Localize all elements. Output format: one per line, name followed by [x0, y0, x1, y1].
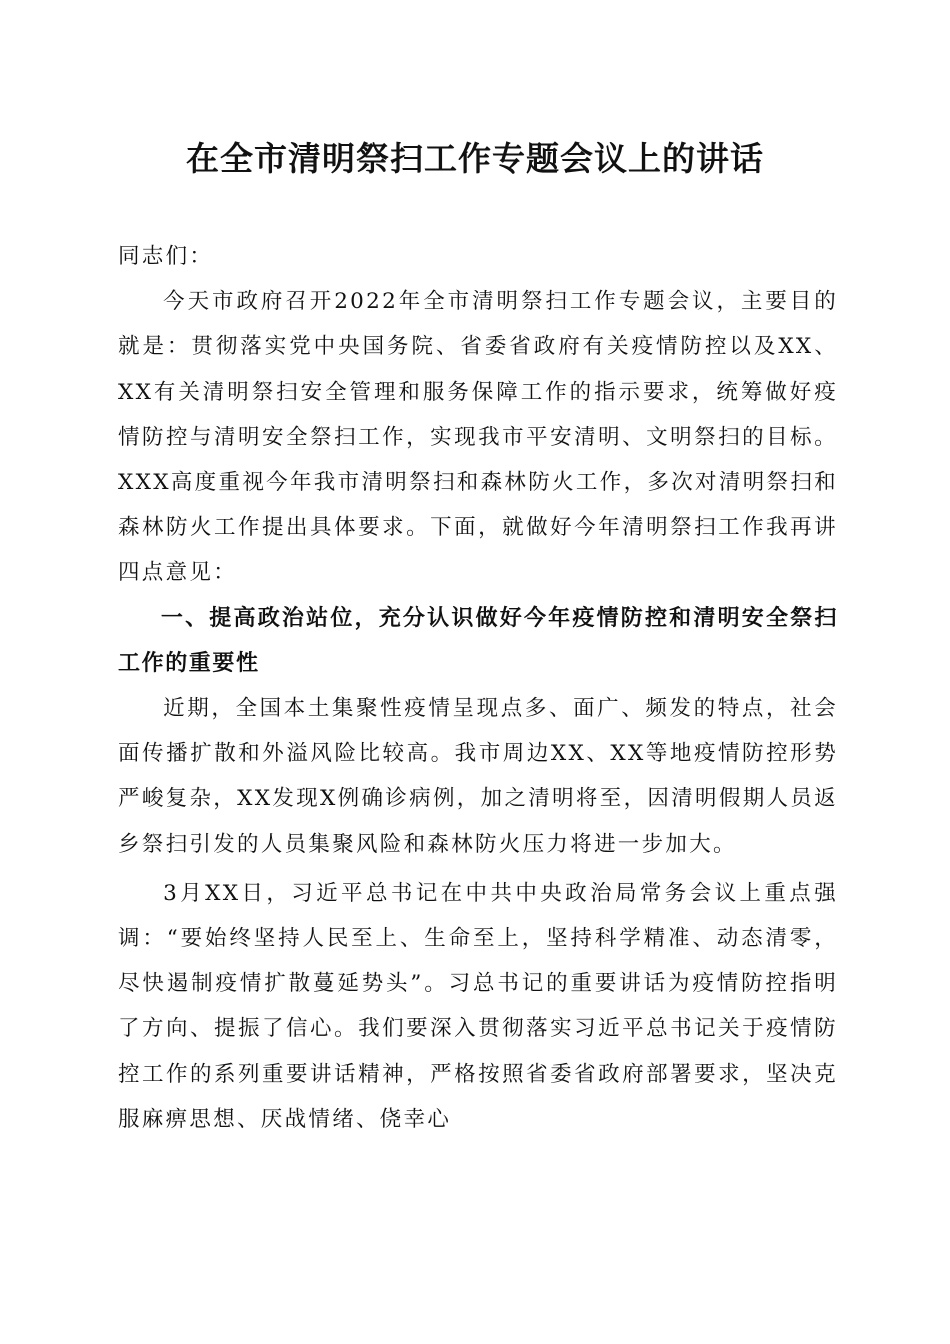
- paragraph-instructions: 3月XX日，习近平总书记在中共中央政治局常务会议上重点强调：“要始终坚持人民至上、生命至上，坚持科学精准、动态清零，尽快遏制疫情扩散蔓延势头”。习总书记的重要讲话为疫情防控指明了方向、提振了信心。我们要深入贯彻落实习近平总书记关于疫情防控工作的系列重要讲话精神，严格按照省委省政府部署要求，坚决克服麻痹思想、厌战情绪、侥幸心: [118, 880, 838, 1132]
- section-heading-1: 一、提高政治站位，充分认识做好今年疫情防控和清明安全祭扫工作的重要性: [118, 605, 838, 676]
- document-title: 在全市清明祭扫工作专题会议上的讲话: [186, 139, 764, 178]
- paragraph-intro: 今天市政府召开2022年全市清明祭扫工作专题会议，主要目的就是：贯彻落实党中央国务院、省委省政府有关疫情防控以及XX、XX有关清明祭扫安全管理和服务保障工作的指示要求，统筹做好疫情防控与清明安全祭扫工作，实现我市平安清明、文明祭扫的目标。XXX高度重视今年我市清明祭扫和森林防火工作，多次对清明祭扫和森林防火工作提出具体要求。下面，就做好今年清明祭扫工作我再讲四点意见：: [118, 289, 838, 586]
- salutation: 同志们：: [118, 244, 214, 269]
- document-body: [118, 234, 838, 1142]
- paragraph-situation: 近期，全国本土集聚性疫情呈现点多、面广、频发的特点，社会面传播扩散和外溢风险比较高。我市周边XX、XX等地疫情防控形势严峻复杂，XX发现X例确诊病例，加之清明将至，因清明假期人员返乡祭扫引发的人员集聚风险和森林防火压力将进一步加大。: [118, 696, 838, 857]
